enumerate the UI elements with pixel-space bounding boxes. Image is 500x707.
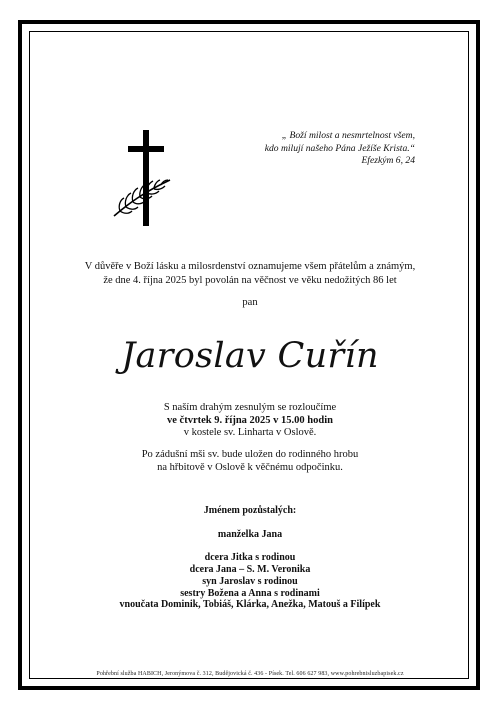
mourner-spouse: manželka Jana <box>217 528 283 540</box>
salutation: pan <box>242 297 258 308</box>
mourners-list <box>40 505 460 611</box>
intro-line-2: že dne 4. října 2025 byl povolán na věčnost ve věku nedožitých 86 let <box>103 274 397 286</box>
ceremony-info <box>40 402 460 440</box>
mourner-grandchildren: vnoučata Dominik, Tobiáš, Klárka, Anežka, Matouš a Filípek <box>119 599 381 611</box>
quote-reference: Efezkým 6, 24 <box>361 155 415 166</box>
mourner-son: syn Jaroslav s rodinou <box>202 575 298 587</box>
mourner-daughter-2: dcera Jana – S. M. Veronika <box>189 563 311 575</box>
ceremony-line-3: v kostele sv. Linharta v Oslově. <box>183 427 317 438</box>
mourner-sisters: sestry Božena a Anna s rodinami <box>180 587 320 599</box>
mourners-heading: Jménem pozůstalých: <box>203 505 297 516</box>
burial-line-2: na hřbitově v Oslově k věčnému odpočinku. <box>157 461 343 473</box>
mourner-daughter-1: dcera Jitka s rodinou <box>204 552 296 564</box>
ceremony-line-2: ve čtvrtek 9. října 2025 v 15.00 hodin <box>167 414 333 426</box>
burial-info <box>40 449 460 474</box>
announcement-intro <box>40 260 460 287</box>
bible-quote <box>230 130 415 168</box>
quote-line-2: kdo milují našeho Pána Ježíše Krista.“ <box>264 142 415 154</box>
burial-line-1: Po zádušní mši sv. bude uložen do rodinného hrobu <box>141 449 359 460</box>
funeral-service-footer: Pohřební služba HABICH, Jeronýmova č. 312, Budějovická č. 436 - Písek. Tel. 606 627 983, www.pohrebnisluzbapisek.cz <box>96 671 404 677</box>
ceremony-line-1: S naším drahým zesnulým se rozloučíme <box>163 402 337 413</box>
deceased-name: Jaroslav Cuřín <box>121 336 379 376</box>
intro-line-1: V důvěře v Boží lásku a milosrdenství oznamujeme všem přátelům a známým, <box>84 261 416 272</box>
cross-with-palm-icon <box>106 130 186 230</box>
quote-line-1: „ Boží milost a nesmrtelnost všem, <box>281 130 415 141</box>
